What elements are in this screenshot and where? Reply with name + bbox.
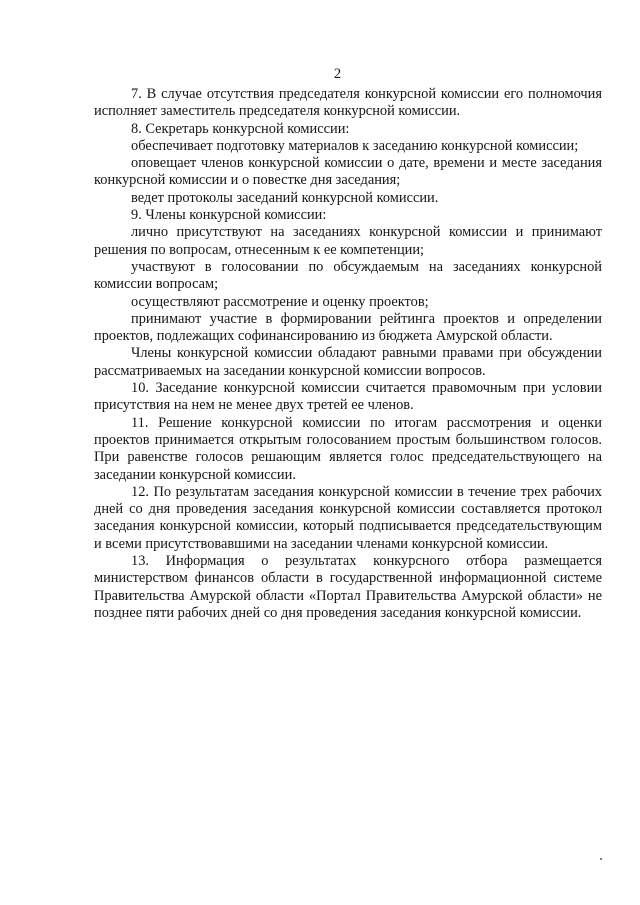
paragraph-8-item-1: обеспечивает подготовку материалов к заседанию конкурсной комиссии; [131,137,579,154]
paragraph-9-item-2: участвуют в голосовании по обсуждаемым на заседаниях конкурсной комиссии вопросам; [94,258,602,293]
paragraph-7: 7. В случае отсутствия председателя конкурсной комиссии его полномочия исполняет заместитель председателя конкурсной комиссии. [94,86,602,120]
page-number: 2 [333,66,342,82]
paragraph-8: 8. Секретарь конкурсной комиссии: [131,120,350,137]
paragraph-9-item-3: осуществляют рассмотрение и оценку проектов; [131,293,429,310]
paragraph-8-item-2: оповещает членов конкурсной комиссии о дате, времени и месте заседания конкурсной комиссии и о повестке дня заседания; [94,155,602,189]
scan-speck [600,858,602,860]
paragraph-11: 11. Решение конкурсной комиссии по итогам рассмотрения и оценки проектов принимается открытым голосованием простым большинством голосов. При равенстве голосов решающим является голос председательствующего на заседании конкурсной комиссии. [94,414,602,483]
paragraph-13: 13. Информация о результатах конкурсного отбора размещается министерством финансов области в государственной информационной системе Правительства Амурской области «Портал Правительства Амурской области» не позднее пяти рабочих дней со дня проведения заседания конкурсной комиссии. [94,553,602,621]
paragraph-9-rights: Члены конкурсной комиссии обладают равными правами при обсуждении рассматриваемых на заседании конкурсной комиссии вопросов. [94,345,602,379]
document-body [94,86,602,622]
paragraph-8-item-3: ведет протоколы заседаний конкурсной комиссии. [131,189,439,206]
paragraph-9-item-1: лично присутствуют на заседаниях конкурсной комиссии и принимают решения по вопросам, отнесенным к ее компетенции; [94,224,602,258]
paragraph-9: 9. Члены конкурсной комиссии: [131,207,327,224]
paragraph-9-item-4: принимают участие в формировании рейтинга проектов и определении проектов, подлежащих софинансированию из бюджета Амурской области. [94,310,602,345]
paragraph-12: 12. По результатам заседания конкурсной комиссии в течение трех рабочих дней со дня проведения заседания конкурсной комиссии составляется протокол заседания конкурсной комиссии, который подписывается председательствующим и всеми присутствовавшими на заседании членами конкурсной комиссии. [94,483,602,552]
paragraph-10: 10. Заседание конкурсной комиссии считается правомочным при условии присутствия на нем не менее двух третей ее членов. [94,380,602,414]
